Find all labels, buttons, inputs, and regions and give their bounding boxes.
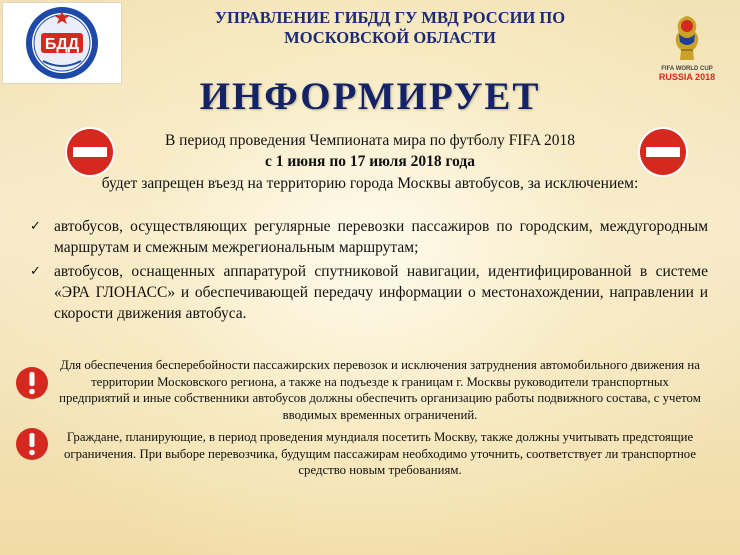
world-cup-logo-line-1: FIFA WORLD CUP — [661, 66, 713, 72]
emblem-center-text: БДД — [44, 36, 80, 53]
page-title: ИНФОРМИРУЕТ — [199, 75, 541, 118]
info-paragraph-operators: Для обеспечения бесперебойности пассажирских перевозок и исключения затруднения автомобильного движения на территории Московского региона, а также на подъезде к границам г. Москвы руководители транспортных предприятий и иные собственники автобусов должны обеспечить организацию работы подвижного состава, с учетом вводимых временных ограничений. — [59, 358, 701, 422]
list-item — [26, 261, 708, 324]
notice-dates: с 1 июня по 17 июля 2018 года — [264, 153, 476, 170]
gibdd-emblem — [2, 2, 122, 84]
exclusion-text: автобусов, осуществляющих регулярные перевозки пассажиров по городским, междугородным маршрутам и смежным межрегиональным маршрутам; — [54, 218, 708, 256]
header-line-2: МОСКОВСКОЙ ОБЛАСТИ — [284, 28, 496, 47]
page-header — [170, 8, 610, 48]
checkmark-icon: ✓ — [30, 264, 41, 279]
gibdd-emblem-icon — [3, 3, 121, 83]
exclamation-warning-icon — [15, 427, 49, 461]
checkmark-icon: ✓ — [30, 219, 41, 234]
exclamation-warning-icon — [15, 366, 49, 400]
exclusions-list — [26, 216, 708, 324]
notice-line-3: будет запрещен въезд на территорию города Москвы автобусов, за исключением: — [101, 175, 639, 192]
list-item — [26, 216, 708, 258]
info-paragraph-citizens: Граждане, планирующие, в период проведения мундиаля посетить Москву, также должны учитывать предстоящие ограничения. При выборе перевозчика, будущим пассажирам необходимо уточнить, соответствует ли транспортное средство новым требованиям. — [63, 430, 697, 477]
header-line-1: УПРАВЛЕНИЕ ГИБДД ГУ МВД РОССИИ ПО — [214, 8, 566, 27]
notice-line-1: В период проведения Чемпионата мира по футболу FIFA 2018 — [164, 132, 576, 149]
exclusion-text: автобусов, оснащенных аппаратурой спутниковой навигации, идентифицированной в системе «ЭРА ГЛОНАСС» и обеспечивающей передачу информации о местонахождении, направлении и скорости движения автобуса. — [54, 263, 708, 322]
world-cup-logo-line-2: RUSSIA 2018 — [658, 72, 716, 82]
